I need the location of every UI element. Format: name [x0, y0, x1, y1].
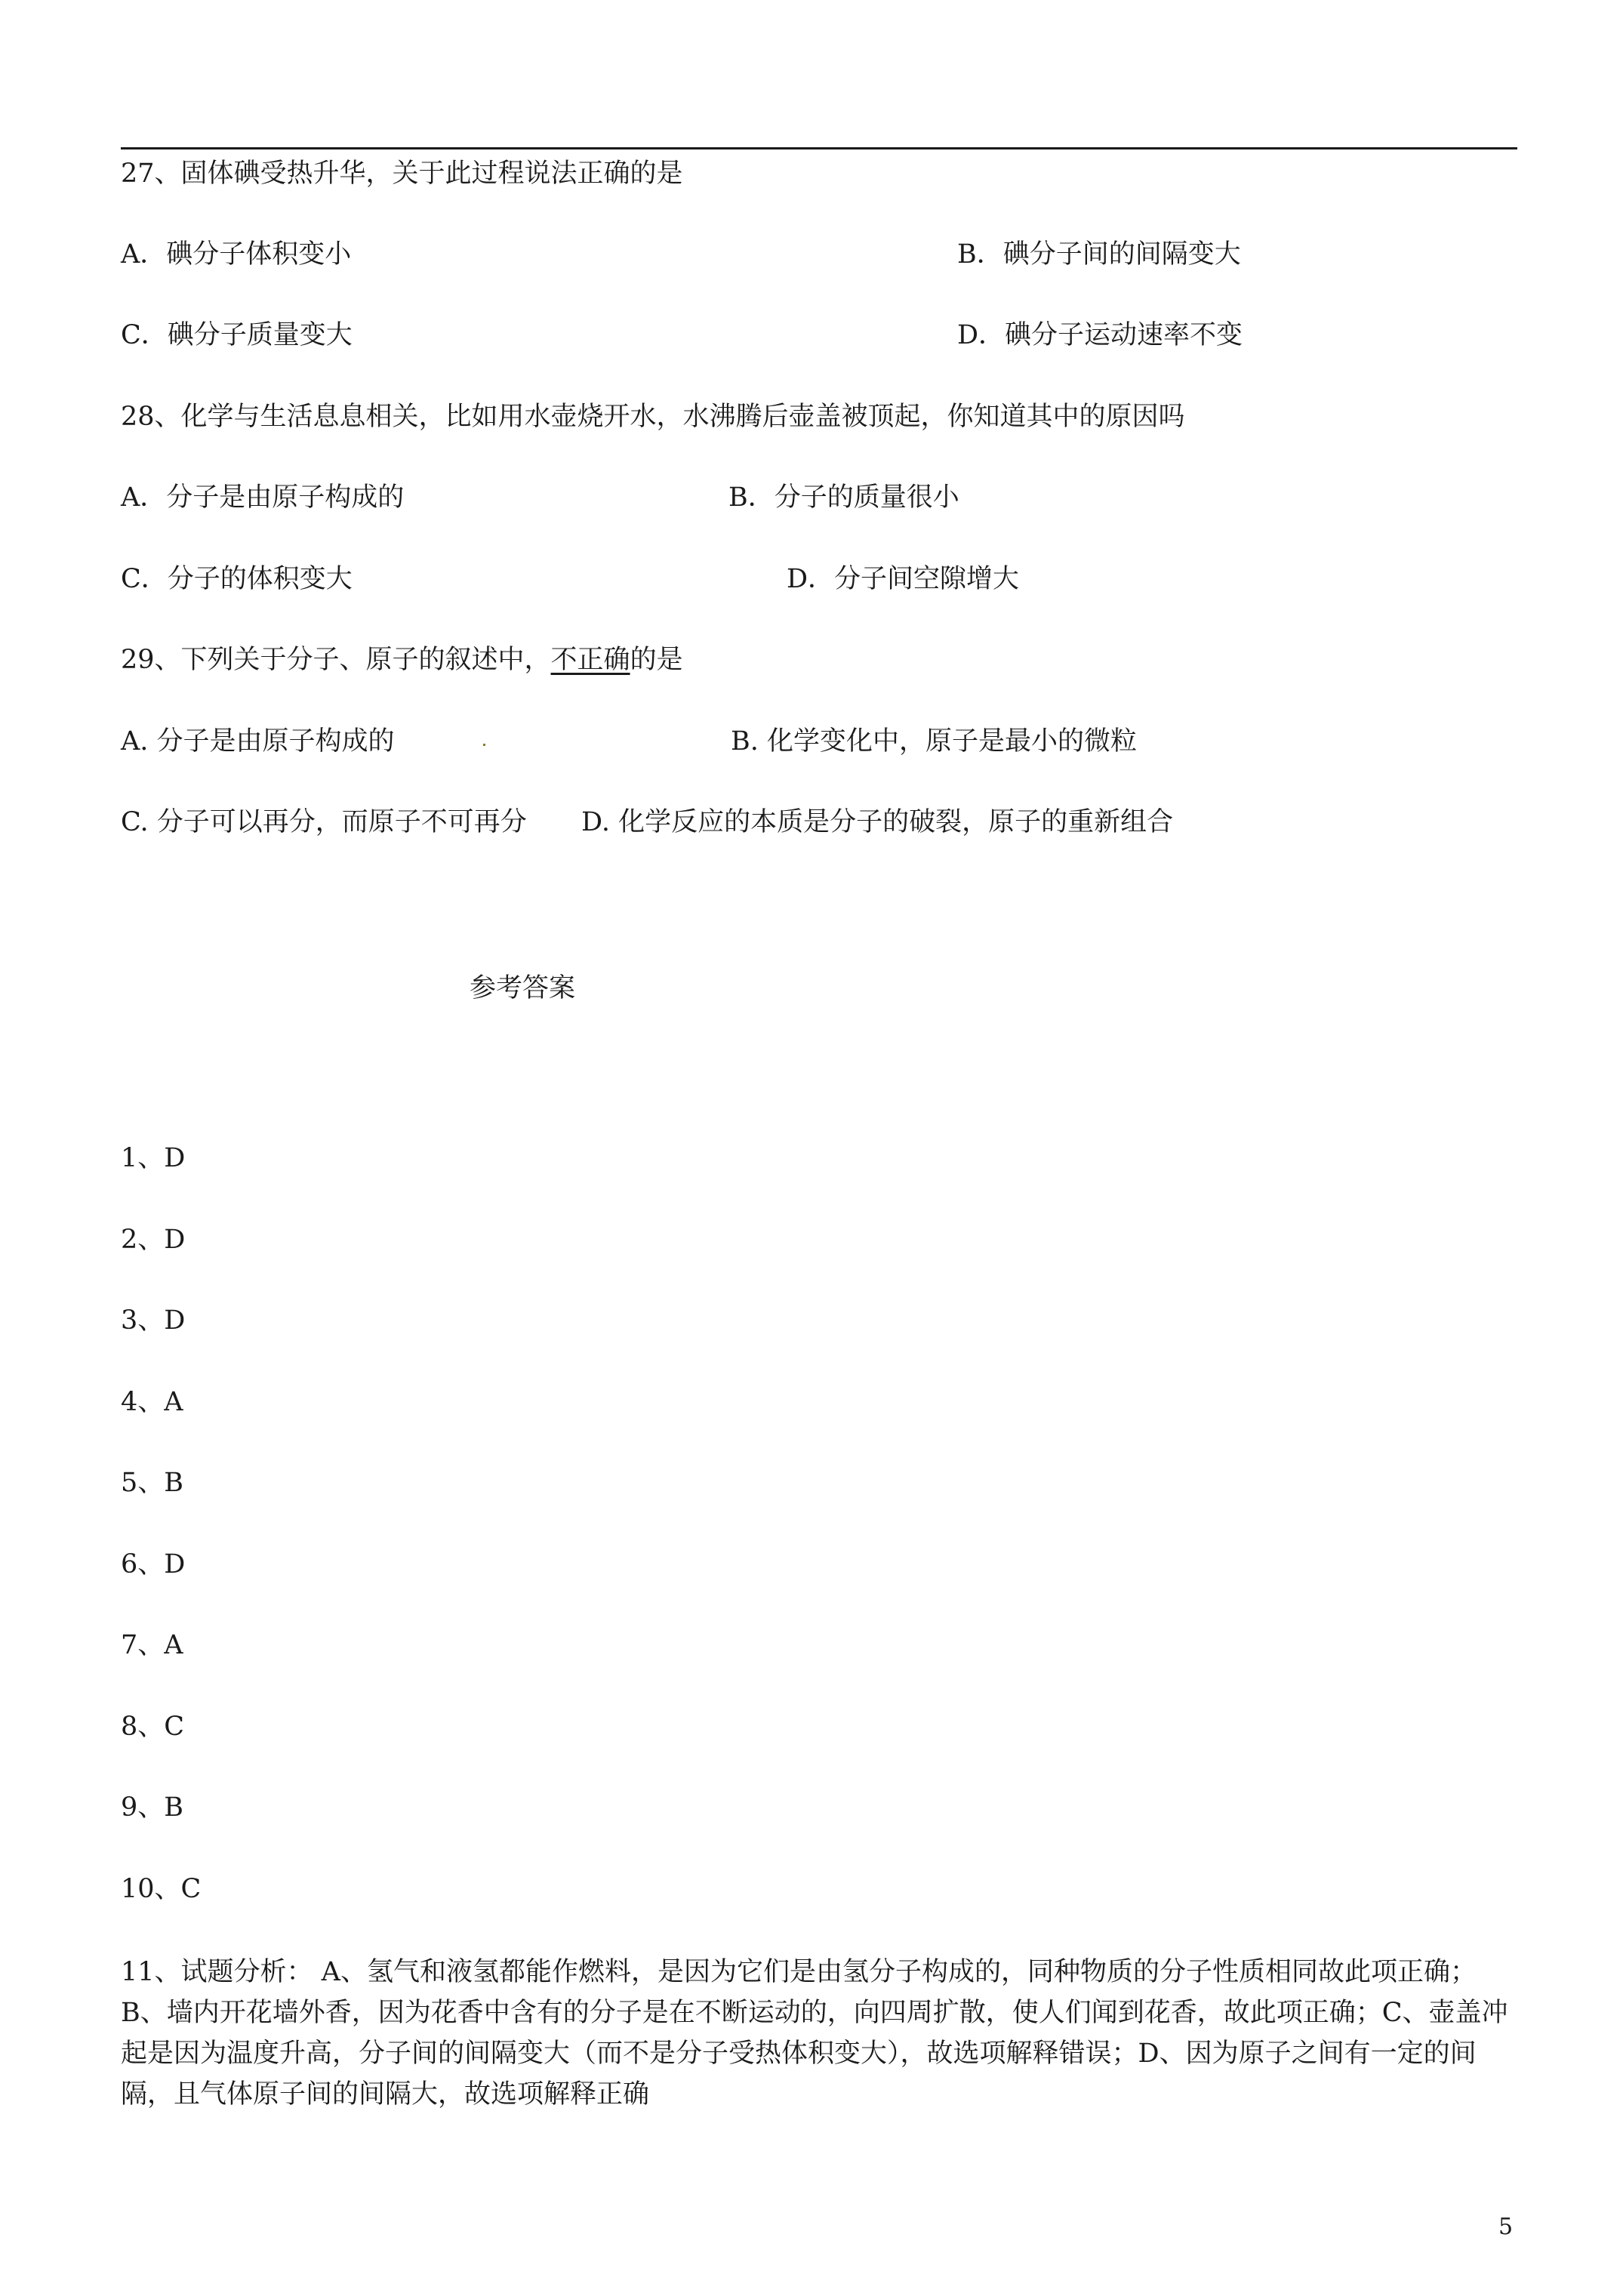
answer-5: 5、B — [121, 1468, 183, 1498]
answer-10: 10、C — [121, 1874, 202, 1904]
q28-option-c: C．分子的体积变大 — [121, 564, 353, 594]
header-rule — [121, 147, 1517, 149]
answer-6: 6、D — [121, 1549, 186, 1579]
q29-option-d: D. 化学反应的本质是分子的破裂，原子的重新组合 — [581, 807, 1174, 837]
page-number: 5 — [1498, 2214, 1514, 2240]
answer-7: 7、A — [121, 1630, 183, 1660]
answer-8: 8、C — [121, 1712, 185, 1742]
answer-3: 3、D — [121, 1305, 186, 1336]
q29-option-c: C. 分子可以再分，而原子不可再分 — [121, 807, 527, 837]
answers-title: 参考答案 — [470, 973, 576, 1003]
answer-11-analysis: 11、试题分析： A、氢气和液氢都能作燃料，是因为它们是由氢分子构成的，同种物质的分子性质相同故此项正确；B、墙内开花墙外香，因为花香中含有的分子是在不断运动的，向四周扩散，使人们闻到花香，故此项正确；C、壶盖冲起是因为温度升高，分子间的间隔变大（而不是分子受热体积变大），故选项解释错误；D、因为原子之间有一定的间隔，且气体原子间的间隔大，故选项解释正确 — [121, 1957, 1508, 2110]
q27-option-b: B．碘分子间的间隔变大 — [957, 239, 1241, 270]
q29-option-a: A. 分子是由原子构成的 — [121, 726, 395, 757]
q27-option-d: D．碘分子运动速率不变 — [957, 320, 1243, 350]
answer-4: 4、A — [121, 1387, 183, 1417]
question-28-stem: 28、化学与生活息息相关，比如用水壶烧开水，水沸腾后壶盖被顶起，你知道其中的原因吗 — [121, 402, 1185, 432]
q29-stem-after: 的是 — [630, 645, 683, 675]
q29-stem-underlined: 不正确 — [550, 645, 630, 675]
q29-stem-before: 29、下列关于分子、原子的叙述中， — [121, 645, 551, 675]
question-27-stem: 27、固体碘受热升华，关于此过程说法正确的是 — [121, 159, 683, 189]
q28-option-d: D．分子间空隙增大 — [787, 564, 1020, 594]
q28-option-b: B．分子的质量很小 — [728, 482, 959, 513]
answer-1: 1、D — [121, 1143, 186, 1173]
question-29-stem — [121, 643, 683, 676]
q28-option-a: A．分子是由原子构成的 — [121, 482, 405, 513]
q27-option-c: C．碘分子质量变大 — [121, 320, 353, 350]
stray-dot — [483, 744, 485, 746]
answer-2: 2、D — [121, 1225, 186, 1255]
answer-9: 9、B — [121, 1792, 183, 1823]
q27-option-a: A．碘分子体积变小 — [121, 239, 352, 270]
q29-option-b: B. 化学变化中，原子是最小的微粒 — [731, 726, 1137, 757]
